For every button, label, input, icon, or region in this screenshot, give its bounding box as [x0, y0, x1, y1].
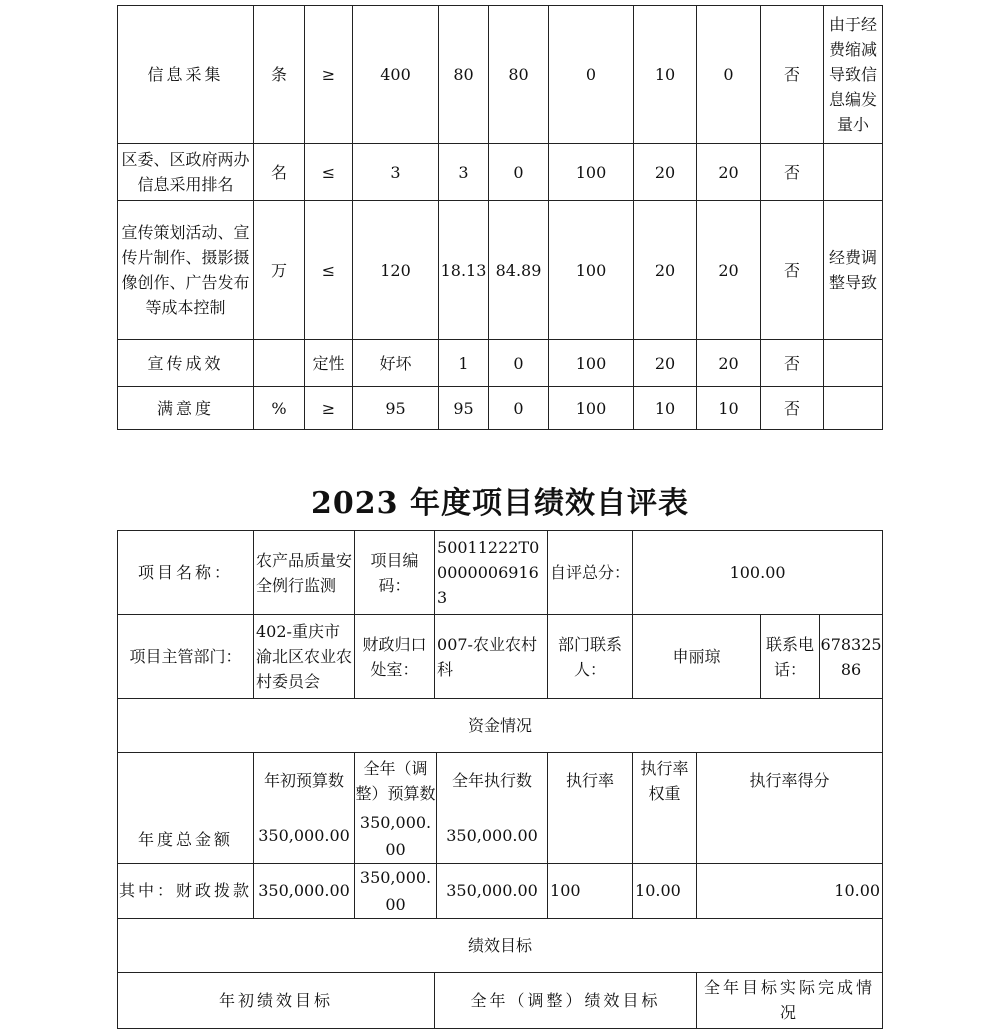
indicator-complete: 0: [489, 144, 549, 201]
indicator-actual: 18.13: [439, 201, 489, 340]
total-exec-weight: [633, 809, 697, 864]
indicator-target: 400: [353, 6, 439, 144]
dept-value: 402-重庆市渝北区农业农村委员会: [254, 615, 355, 699]
goal-adjusted-header: 全年（调整）绩效目标: [435, 972, 697, 1028]
indicator-actual: 1: [439, 340, 489, 387]
goals-header-row: [118, 972, 883, 1028]
indicator-rate: 100: [549, 387, 634, 430]
phone-value: 67832586: [820, 615, 883, 699]
indicator-row: [118, 6, 883, 144]
indicator-complete: 0: [489, 387, 549, 430]
indicator-complete: 80: [489, 6, 549, 144]
indicator-name: 信息采集: [118, 6, 254, 144]
office-label: 财政归口处室：: [355, 615, 435, 699]
indicator-note: [824, 340, 883, 387]
self-evaluation-table: [117, 530, 883, 1029]
indicator-row: [118, 387, 883, 430]
indicator-score: 0: [697, 6, 761, 144]
project-name-value: 农产品质量安全例行监测: [254, 531, 355, 615]
contact-label: 部门联系人：: [548, 615, 633, 699]
indicator-unit: 条: [254, 6, 305, 144]
indicator-score: 20: [697, 144, 761, 201]
header-exec-score: 执行率得分: [697, 753, 883, 809]
funds-section-title: 资金情况: [118, 699, 883, 753]
project-code-value: 50011222T000000069163: [435, 531, 548, 615]
indicator-target: 好坏: [353, 340, 439, 387]
self-score-value: 100.00: [633, 531, 883, 615]
indicator-note: [824, 387, 883, 430]
indicator-rate: 0: [549, 6, 634, 144]
indicator-score: 20: [697, 201, 761, 340]
indicator-unit: 万: [254, 201, 305, 340]
total-executed: 350,000.00: [437, 809, 548, 864]
header-adjusted-budget: 全年（调整）预算数: [355, 753, 437, 809]
indicator-name: 宣传策划活动、宣传片制作、摄影摄像创作、广告发布等成本控制: [118, 201, 254, 340]
indicator-weight: 20: [634, 144, 697, 201]
indicator-adjust: 否: [761, 340, 824, 387]
indicator-operator: ≤: [305, 201, 353, 340]
dept-label: 项目主管部门：: [118, 615, 254, 699]
page-title: 2023 年度项目绩效自评表: [311, 486, 689, 521]
indicator-rate: 100: [549, 144, 634, 201]
fiscal-adjusted-budget: 350,000.00: [355, 863, 437, 918]
goal-initial-header: 年初绩效目标: [118, 972, 435, 1028]
indicator-operator: 定性: [305, 340, 353, 387]
indicator-actual: 3: [439, 144, 489, 201]
indicator-rate: 100: [549, 201, 634, 340]
total-exec-score: [697, 809, 883, 864]
header-executed: 全年执行数: [437, 753, 548, 809]
indicator-adjust: 否: [761, 6, 824, 144]
indicator-row: [118, 340, 883, 387]
fiscal-row: [118, 863, 883, 918]
indicator-complete: 0: [489, 340, 549, 387]
indicator-note: 由于经费缩减导致信息编发量小: [824, 6, 883, 144]
funds-section-row: [118, 699, 883, 753]
project-dept-row: [118, 615, 883, 699]
indicator-target: 120: [353, 201, 439, 340]
indicator-operator: ≥: [305, 6, 353, 144]
total-initial-budget: 350,000.00: [254, 809, 355, 864]
indicator-name: 宣传成效: [118, 340, 254, 387]
indicator-actual: 95: [439, 387, 489, 430]
self-score-label: 自评总分：: [548, 531, 633, 615]
fiscal-executed: 350,000.00: [437, 863, 548, 918]
total-adjusted-budget: 350,000.00: [355, 809, 437, 864]
goal-actual-header: 全年目标实际完成情况: [697, 972, 883, 1028]
indicator-actual: 80: [439, 6, 489, 144]
indicator-target: 3: [353, 144, 439, 201]
indicator-score: 20: [697, 340, 761, 387]
project-code-label: 项目编码：: [355, 531, 435, 615]
header-exec-rate: 执行率: [548, 753, 633, 809]
indicator-unit: 名: [254, 144, 305, 201]
phone-label: 联系电话：: [761, 615, 820, 699]
project-info-row: [118, 531, 883, 615]
indicator-adjust: 否: [761, 144, 824, 201]
total-amount-label: 年度总金额: [118, 753, 254, 864]
funds-header-row: [118, 753, 883, 809]
indicator-adjust: 否: [761, 387, 824, 430]
indicator-operator: ≤: [305, 144, 353, 201]
fiscal-exec-weight: 10.00: [633, 863, 697, 918]
fiscal-exec-score: 10.00: [697, 863, 883, 918]
office-value: 007-农业农村科: [435, 615, 548, 699]
indicator-table: [117, 5, 883, 430]
indicator-row: [118, 144, 883, 201]
indicator-unit: [254, 340, 305, 387]
fiscal-label: 其中：财政拨款: [118, 863, 254, 918]
indicator-weight: 20: [634, 340, 697, 387]
indicator-adjust: 否: [761, 201, 824, 340]
project-name-label: 项目名称：: [118, 531, 254, 615]
fiscal-exec-rate: 100: [548, 863, 633, 918]
indicator-weight: 10: [634, 387, 697, 430]
indicator-operator: ≥: [305, 387, 353, 430]
indicator-name: 区委、区政府两办信息采用排名: [118, 144, 254, 201]
indicator-note: [824, 144, 883, 201]
contact-value: 申丽琼: [633, 615, 761, 699]
indicator-complete: 84.89: [489, 201, 549, 340]
indicator-unit: %: [254, 387, 305, 430]
fiscal-initial-budget: 350,000.00: [254, 863, 355, 918]
indicator-name: 满意度: [118, 387, 254, 430]
total-exec-rate: [548, 809, 633, 864]
goals-section-row: [118, 918, 883, 972]
indicator-weight: 20: [634, 201, 697, 340]
indicator-weight: 10: [634, 6, 697, 144]
indicator-note: 经费调整导致: [824, 201, 883, 340]
header-initial-budget: 年初预算数: [254, 753, 355, 809]
indicator-rate: 100: [549, 340, 634, 387]
indicator-row: [118, 201, 883, 340]
indicator-target: 95: [353, 387, 439, 430]
goals-section-title: 绩效目标: [118, 918, 883, 972]
header-exec-weight: 执行率权重: [633, 753, 697, 809]
indicator-score: 10: [697, 387, 761, 430]
